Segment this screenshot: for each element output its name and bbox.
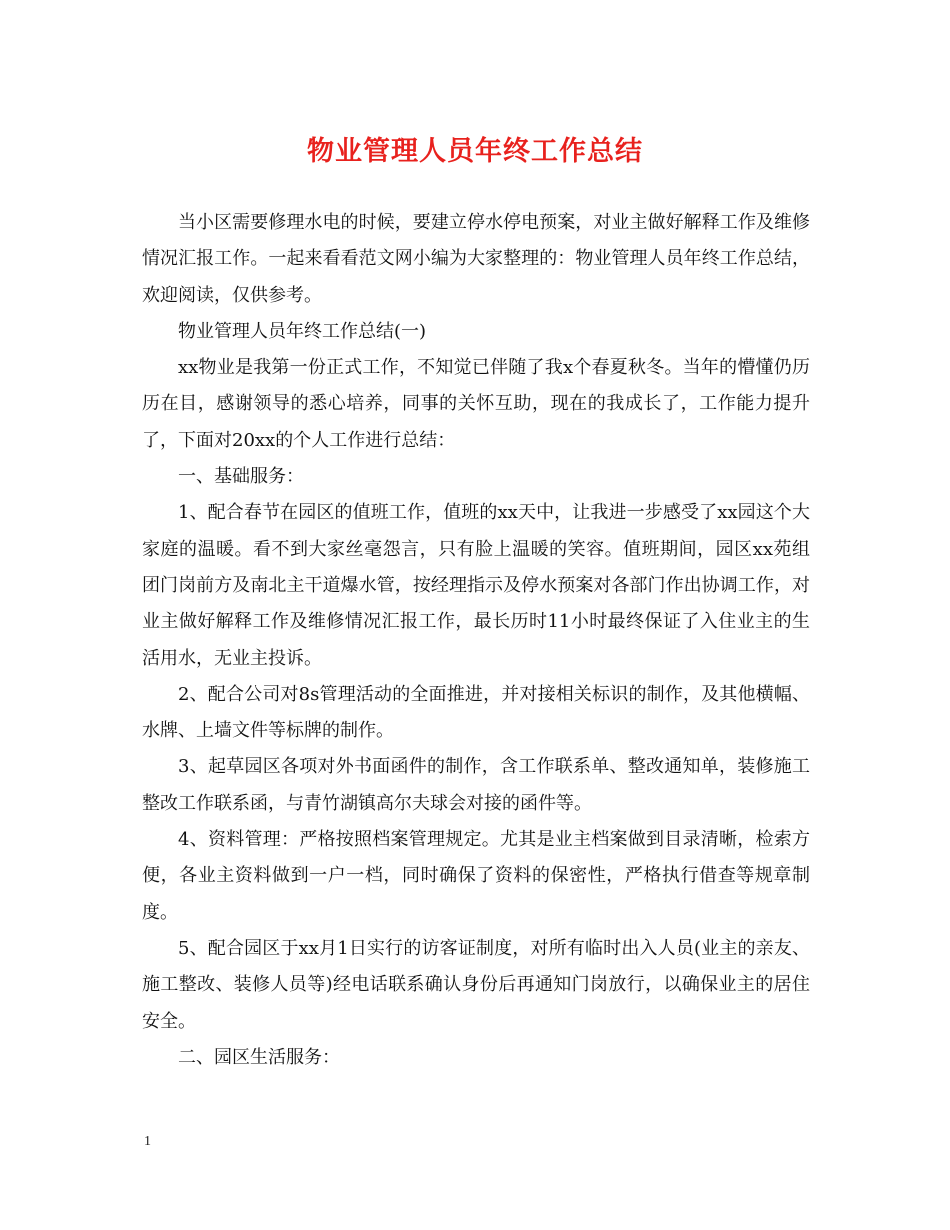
section-heading: 一、基础服务： — [178, 466, 304, 488]
list-item: 3、起草园区各项对外书面函件的制作，含工作联系单、整改通知单，装修施工整改工作联系函，与青竹湖镇高尔夫球会对接的函件等。 — [142, 756, 810, 814]
document-body — [142, 205, 810, 1076]
body-paragraph: xx物业是我第一份正式工作，不知觉已伴随了我x个春夏秋冬。当年的懵懂仍历历在目，感谢领导的悉心培养，同事的关怀互助，现在的我成长了，工作能力提升了，下面对20xx的个人工作进行总结： — [142, 357, 810, 451]
list-item: 5、配合园区于xx月1日实行的访客证制度，对所有临时出入人员(业主的亲友、施工整改、装修人员等)经电话联系确认身份后再通知门岗放行，以确保业主的居住安全。 — [142, 937, 810, 1032]
page-number: 1 — [144, 1134, 151, 1149]
document-title: 物业管理人员年终工作总结 — [307, 136, 643, 167]
body-paragraph: 当小区需要修理水电的时候，要建立停水停电预案，对业主做好解释工作及维修情况汇报工作。一起来看看范文网小编为大家整理的：物业管理人员年终工作总结，欢迎阅读，仅供参考。 — [142, 212, 810, 306]
section-heading: 二、园区生活服务： — [178, 1046, 340, 1068]
list-item: 2、配合公司对8s管理活动的全面推进，并对接相关标识的制作，及其他横幅、水牌、上墙文件等标牌的制作。 — [142, 683, 810, 742]
list-item: 1、配合春节在园区的值班工作，值班的xx天中，让我进一步感受了xx园这个大家庭的温暖。看不到大家丝毫怨言，只有脸上温暖的笑容。值班期间，园区xx苑组团门岗前方及南北主干道爆水管，按经理指示及停水预案对各部门作出协调工作，对业主做好解释工作及维修情况汇报工作，最长历时11小时最终保证了入住业主的生活用水，无业主投诉。 — [142, 502, 810, 669]
list-item: 4、资料管理：严格按照档案管理规定。尤其是业主档案做到目录清晰，检索方便，各业主资料做到一户一档，同时确保了资料的保密性，严格执行借查等规章制度。 — [142, 829, 810, 923]
section-heading: 物业管理人员年终工作总结(一) — [178, 320, 427, 342]
